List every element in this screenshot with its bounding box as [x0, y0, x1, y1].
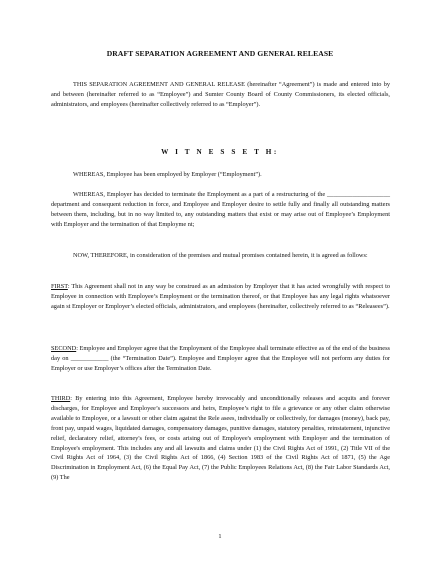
document-title: DRAFT SEPARATION AGREEMENT AND GENERAL RELEASE	[106, 49, 334, 58]
section-second-text: : Employee and Employer agree that the Employment of the Employee shall terminate effective as of the end of the business day on ____________ (the “Termination Date”). Employee and Employer agree that the Employee will not perform any duties for Employer or use Employer’s offices after the Termination Date.	[51, 345, 390, 372]
section-first-label: FIRST	[51, 283, 68, 290]
page-number: 1	[218, 533, 222, 540]
witnesseth-heading: W I T N E S S E T H:	[161, 148, 279, 156]
whereas-paragraph-2: WHEREAS, Employer has decided to terminate the Employment as a part of a restructuring of the ____________________ department and consequent reduction in force, and Employee and Employer desire to settle fully and finally all outstanding matters between them, including, but in no way limited to, any outstanding matters that exist or may arise out of Employee’s Employment with Employer and the termination of that Employme nt;	[51, 191, 390, 228]
section-third	[51, 394, 390, 483]
section-second-label: SECOND	[51, 345, 77, 352]
now-therefore-paragraph: NOW, THEREFORE, in consideration of the premises and mutual promises contained herein, it is agreed as follows:	[73, 252, 368, 259]
section-third-text: : By entering into this Agreement, Employee hereby irrevocably and unconditionally releases and acquits and forever discharges, for Employee and Employee’s successors and heirs, Employee’s right to file a grievance or any other claim otherwise available to Employee, or a lawsuit or other claim against the Rele asees, individually or collectively, for damages (money), back pay, front pay, unpaid wages, liquidated damages, compensatory damages, punitive damages, statutory penalties, reinstatement, injunctive relief, declaratory relief, attorney's fees, or costs arising out of Employee's employment with Employer and the termination of Employee's employment. This includes any and all lawsuits and claims under (1) the Civil Rights Act of 1991, (2) Title VII of the Civil Rights Act of 1964, (3) the Civil Rights Act of 1866, (4) Section 1983 of the Civil Rights Act of 1871, (5) the Age Discrimination in Employment Act, (6) the Equal Pay Act, (7) the Public Employees Relations Act, (8) the Fair Labor Standards Act, (9) The	[51, 395, 390, 482]
section-first-text: : This Agreement shall not in any way be construed as an admission by Employer that it has acted wrongfully with respect to Employee in connection with Employee’s Employment or the termination thereof, or that Employee has any legal rights whatsoever again st Employer or Employer’s elected officials, administrators, and employees (hereinafter, collectively referred to as “Releasees”).	[51, 283, 390, 310]
section-third-label: THIRD	[51, 395, 71, 402]
section-second	[51, 344, 390, 374]
section-first	[51, 282, 390, 312]
whereas-paragraph-1: WHEREAS, Employee has been employed by Employer (“Employment”).	[73, 171, 262, 178]
intro-paragraph: THIS SEPARATION AGREEMENT AND GENERAL RELEASE (hereinafter “Agreement”) is made and entered into by and between (hereinafter referred to as “Employee”) and Sumter County Board of County Commissioners, its elected officials, administrators, and employees (hereinafter collectively referred to as “Employer”).	[51, 81, 390, 108]
